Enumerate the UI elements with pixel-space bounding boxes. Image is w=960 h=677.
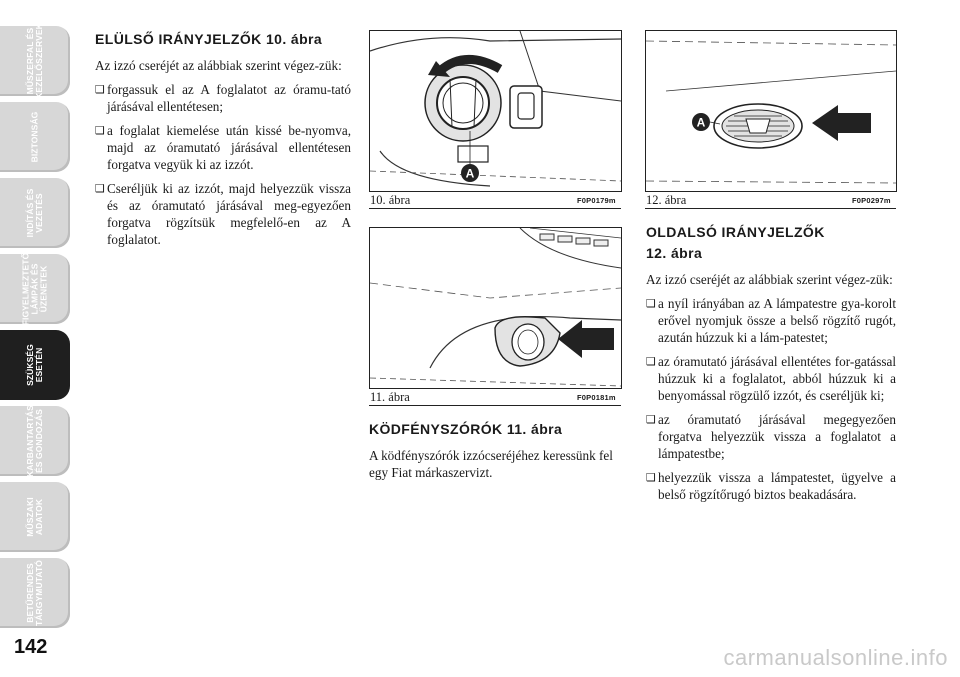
figure-11-code: F0P0181m (577, 393, 616, 402)
list-item: ❑ forgassuk el az A foglalatot az óramu-tató járásával ellentétesen; (95, 81, 351, 115)
figure-12-label: A (696, 115, 706, 130)
front-indicators-section (95, 30, 351, 255)
body-text: A ködfényszórók izzócseréjéhez keressünk fel egy Fiat márkaszervizt. (369, 448, 613, 480)
intro-text: Az izzó cseréjét az alábbiak szerint végez-zük: (646, 272, 893, 287)
figure-12-rule (645, 208, 896, 209)
figure-11-image (369, 227, 622, 389)
figure-10-label: A (465, 166, 475, 181)
section-heading: KÖDFÉNYSZÓRÓK 11. ábra (369, 421, 563, 437)
list-item: ❑ az óramutató járásával megegyezően forgatva helyezzük vissza a foglalatot a lámpatestbe; (646, 411, 896, 462)
figure-10-rule (369, 208, 621, 209)
section-heading: OLDALSÓ IRÁNYJELZŐK (646, 224, 825, 240)
list-item: ❑ a nyíl irányában az A lámpatestre gya-korolt erővel nyomjuk össze a belső rögzítő rugót, azután húzzuk ki a lám-patestet; (646, 295, 896, 346)
tab-starting-driving[interactable]: INDÍTÁS ÉS VEZETÉS (0, 178, 70, 248)
intro-text: Az izzó cseréjét az alábbiak szerint végez-zük: (95, 58, 342, 73)
page-number: 142 (14, 636, 48, 658)
figure-10-code: F0P0179m (577, 196, 616, 205)
side-indicators-section (646, 223, 896, 510)
list-item: ❑ Cseréljük ki az izzót, majd helyezzük vissza és az óramutató járásával meg-egyezően forgatva rögzítsük megfelelő-en az A foglalatot. (95, 180, 351, 248)
list-item: ❑ az óramutató járásával ellentétes for-gatással húzzuk ki a foglalatot, abból húzzuk ki a benyomással rögzülő izzót, és cseréljük ki; (646, 353, 896, 404)
tab-emergency[interactable]: SZÜKSÉG ESETÉN (0, 330, 70, 400)
step-list (646, 295, 896, 503)
figure-10-image (369, 30, 622, 192)
figure-12-image (645, 30, 897, 192)
section-subheading: 12. ábra (646, 245, 703, 261)
section-heading: ELÜLSŐ IRÁNYJELZŐK 10. ábra (95, 31, 323, 47)
tab-warning-lights[interactable]: FIGYELMEZTETŐ LÁMPÁK ÉS ÜZENETEK (0, 254, 70, 324)
figure-12-code: F0P0297m (852, 196, 891, 205)
chapter-tabs (0, 23, 74, 634)
tab-maintenance[interactable]: KARBANTARTÁS ÉS GONDOZÁS (0, 406, 70, 476)
watermark: carmanualsonline.info (723, 645, 948, 670)
fog-lights-section (369, 420, 621, 488)
figure-11-caption: 11. ábra (370, 390, 410, 404)
figure-12-caption: 12. ábra (646, 193, 687, 207)
tab-index[interactable]: BETŰRENDES TÁRGYMUTATÓ (0, 558, 70, 628)
figure-11-rule (369, 405, 621, 406)
tab-instrument-panel[interactable]: MŰSZERFAL ÉS KEZELŐSZERVEK (0, 26, 70, 96)
step-list (95, 81, 351, 248)
list-item: ❑ a foglalat kiemelése után kissé be-nyomva, majd az óramutató járásával ellentétesen forgatva vegyük ki az izzót. (95, 122, 351, 173)
tab-technical-data[interactable]: MŰSZAKI ADATOK (0, 482, 70, 552)
figure-10-caption: 10. ábra (370, 193, 411, 207)
tab-safety[interactable]: BIZTONSÁG (0, 102, 70, 172)
list-item: ❑ helyezzük vissza a lámpatestet, ügyelve a belső rögzítőrugó biztos beakadására. (646, 469, 896, 503)
